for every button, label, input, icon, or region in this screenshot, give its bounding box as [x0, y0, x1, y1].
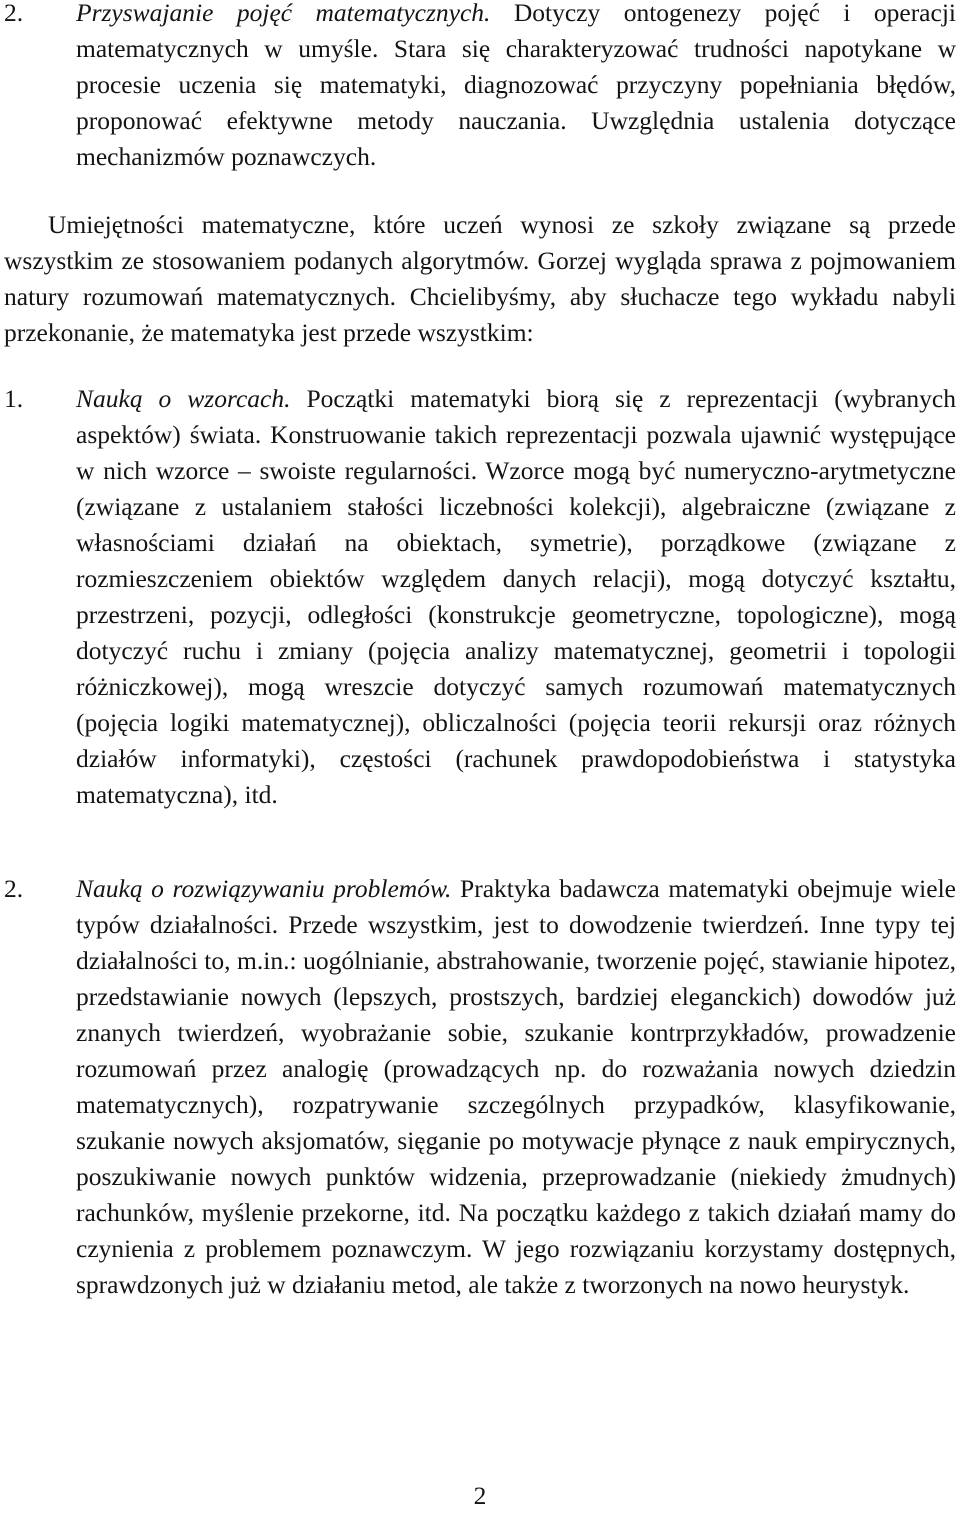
list-item-text: Dotyczy ontogenezy pojęć i operacji matematycznych w umyśle. Stara się charakteryzować trudności napotykane w procesie uczenia się matematyki, diagnozować przyczyny popełniania błędów, proponować efektywne metody nauczania. Uwzględnia ustalenia dotyczące mechanizmów poznawczych.: [76, 0, 956, 171]
body-paragraph: Umiejętności matematyczne, które uczeń wynosi ze szkoły związane są przede wszystkim ze stosowaniem podanych algorytmów. Gorzej wygląda sprawa z pojmowaniem natury rozumowań matematycznych. Chcielibyśmy, aby słuchacze tego wykładu nabyli przekonanie, że matematyka jest przede wszystkim:: [4, 210, 956, 347]
list-item-number: 1.: [4, 384, 24, 413]
list-item-lead: Nauką o wzorcach.: [76, 384, 291, 413]
list-item-lead: Nauką o rozwiązywaniu problemów.: [76, 874, 452, 903]
list-item-lead: Przyswajanie pojęć matematycznych.: [76, 0, 491, 27]
list-item-problemy: [0, 871, 956, 1303]
page-number: 2: [473, 1481, 487, 1510]
list-item-wzorce: [0, 381, 956, 813]
list-item-pojecia: [0, 0, 956, 175]
list-item-number: 2.: [4, 874, 24, 903]
list-item-text: Praktyka badawcza matematyki obejmuje wiele typów działalności. Przede wszystkim, jest to dowodzenie twierdzeń. Inne typy tej działalności to, m.in.: uogólnianie, abstrahowanie, tworzenie pojęć, stawianie hipotez, przedstawianie nowych (lepszych, prostszych, bardziej eleganckich) dowodów już znanych twierdzeń, wyobrażanie sobie, szukanie kontrprzykładów, prowadzenie rozumowań przez analogię (prowadzących np. do rozważania nowych dziedzin matematycznych), rozpatrywanie szczególnych przypadków, klasyfikowanie, szukanie nowych aksjomatów, sięganie po motywacje płynące z nauk empirycznych, poszukiwanie nowych punktów widzenia, przeprowadzanie (niekiedy żmudnych) rachunków, myślenie przekorne, itd. Na początku każdego z takich działań mamy do czynienia z problemem poznawczym. W jego rozwiązaniu korzystamy dostępnych, sprawdzonych już w działaniu metod, ale także z tworzonych na nowo heurystyk.: [76, 874, 956, 1299]
list-item-number: 2.: [4, 0, 24, 27]
list-item-text: Początki matematyki biorą się z reprezentacji (wybranych aspektów) świata. Konstruowanie takich reprezentacji pozwala ujawnić występujące w nich wzorce – swoiste regularności. Wzorce mogą być numeryczno-arytmetyczne (związane z ustalaniem stałości liczebności kolekcji), algebraiczne (związane z własnościami działań na obiektach, symetrie), porządkowe (związane z rozmieszczeniem obiektów względem danych relacji), mogą dotyczyć kształtu, przestrzeni, pozycji, odległości (konstrukcje geometryczne, topologiczne), mogą dotyczyć ruchu i zmiany (pojęcia analizy matematycznej, geometrii i topologii różniczkowej), mogą wreszcie dotyczyć samych rozumowań matematycznych (pojęcia logiki matematycznej), obliczalności (pojęcia teorii rekursji oraz różnych działów informatyki), częstości (rachunek prawdopodobieństwa i statystyka matematyczna), itd.: [76, 384, 957, 809]
